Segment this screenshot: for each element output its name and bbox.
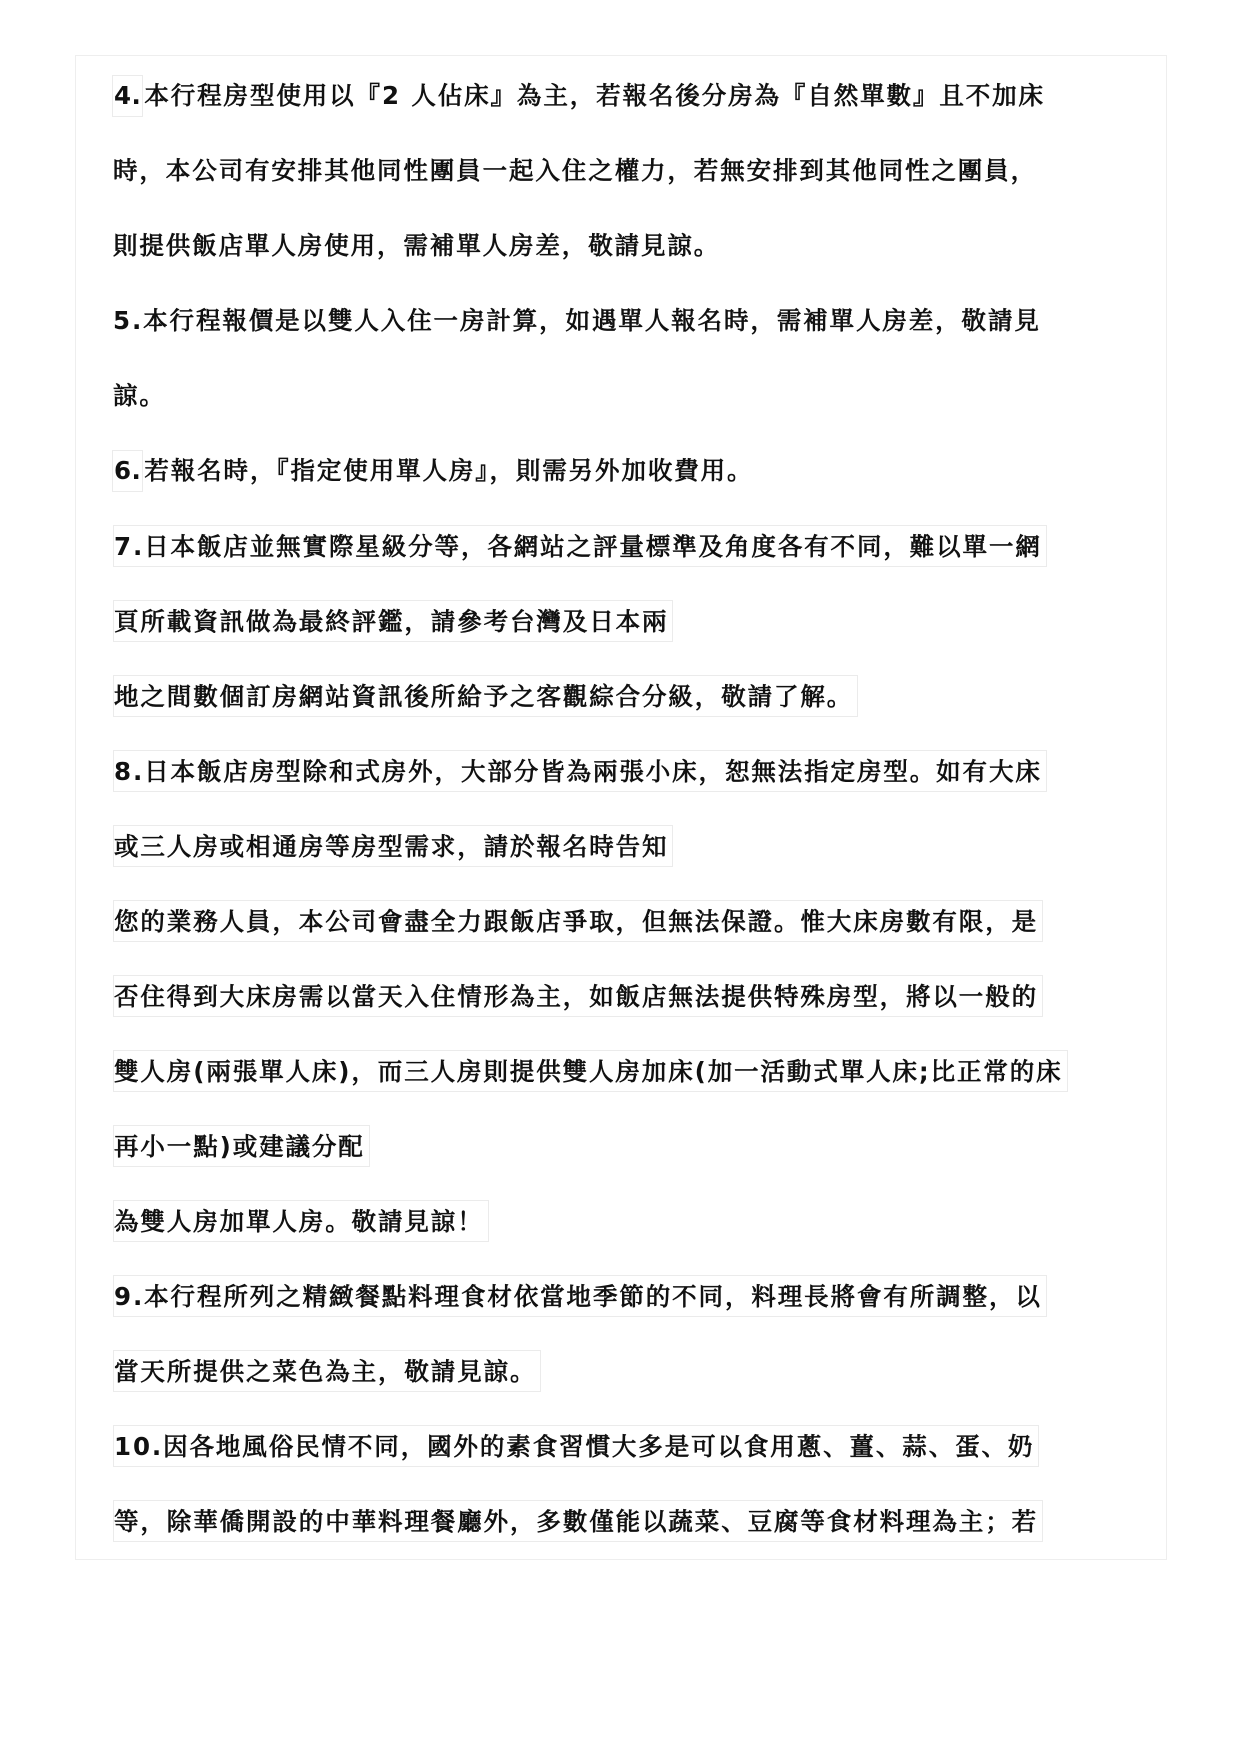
note-7-line-1: 7.日本飯店並無實際星級分等，各網站之評量標準及角度各有不同，難以單一網 <box>113 525 1047 567</box>
note-4-line-2: 時，本公司有安排其他同性團員一起入住之權力，若無安排到其他同性之團員， <box>113 156 1037 185</box>
note-10-line-2: 等，除華僑開設的中華料理餐廳外，多數僅能以蔬菜、豆腐等食材料理為主；若 <box>113 1500 1043 1542</box>
note-5-line-1: 5.本行程報價是以雙人入住一房計算，如遇單人報名時，需補單人房差，敬請見 <box>113 306 1041 335</box>
page-frame <box>75 55 1167 1560</box>
note-6-line-1 <box>113 450 757 492</box>
note-10-line-1: 10.因各地風俗民情不同，國外的素食習慣大多是可以食用蔥、薑、蒜、蛋、奶 <box>113 1425 1039 1467</box>
note-9-line-2: 當天所提供之菜色為主，敬請見諒。 <box>113 1350 541 1392</box>
note-8-line-4: 否住得到大床房需以當天入住情形為主，如飯店無法提供特殊房型，將以一般的 <box>113 975 1043 1017</box>
note-8-line-2: 或三人房或相通房等房型需求，請於報名時告知 <box>113 825 673 867</box>
note-8-line-6: 再小一點)或建議分配 <box>113 1125 370 1167</box>
note-7-line-2: 頁所載資訊做為最終評鑑，請參考台灣及日本兩 <box>113 600 673 642</box>
note-8-line-5: 雙人房(兩張單人床)，而三人房則提供雙人房加床(加一活動式單人床;比正常的床 <box>113 1050 1068 1092</box>
note-4-number: 4. <box>112 75 143 117</box>
note-5-line-2: 諒。 <box>113 381 166 410</box>
note-7-line-3: 地之間數個訂房網站資訊後所給予之客觀綜合分級，敬請了解。 <box>113 675 858 717</box>
note-6-number: 6. <box>112 450 143 492</box>
note-8-line-3: 您的業務人員，本公司會盡全力跟飯店爭取，但無法保證。惟大床房數有限，是 <box>113 900 1043 942</box>
note-9-line-1: 9.本行程所列之精緻餐點料理食材依當地季節的不同，料理長將會有所調整，以 <box>113 1275 1047 1317</box>
note-8-line-7: 為雙人房加單人房。敬請見諒！ <box>113 1200 489 1242</box>
note-6-text: 若報名時，『指定使用單人房』，則需另外加收費用。 <box>144 456 754 485</box>
note-8-line-1: 8.日本飯店房型除和式房外，大部分皆為兩張小床，恕無法指定房型。如有大床 <box>113 750 1047 792</box>
note-4-line-3: 則提供飯店單人房使用，需補單人房差，敬請見諒。 <box>113 231 721 260</box>
note-4-text: 本行程房型使用以『2 人佔床』為主，若報名後分房為『自然單數』且不加床 <box>144 81 1045 110</box>
note-4-line-1 <box>113 75 1049 117</box>
